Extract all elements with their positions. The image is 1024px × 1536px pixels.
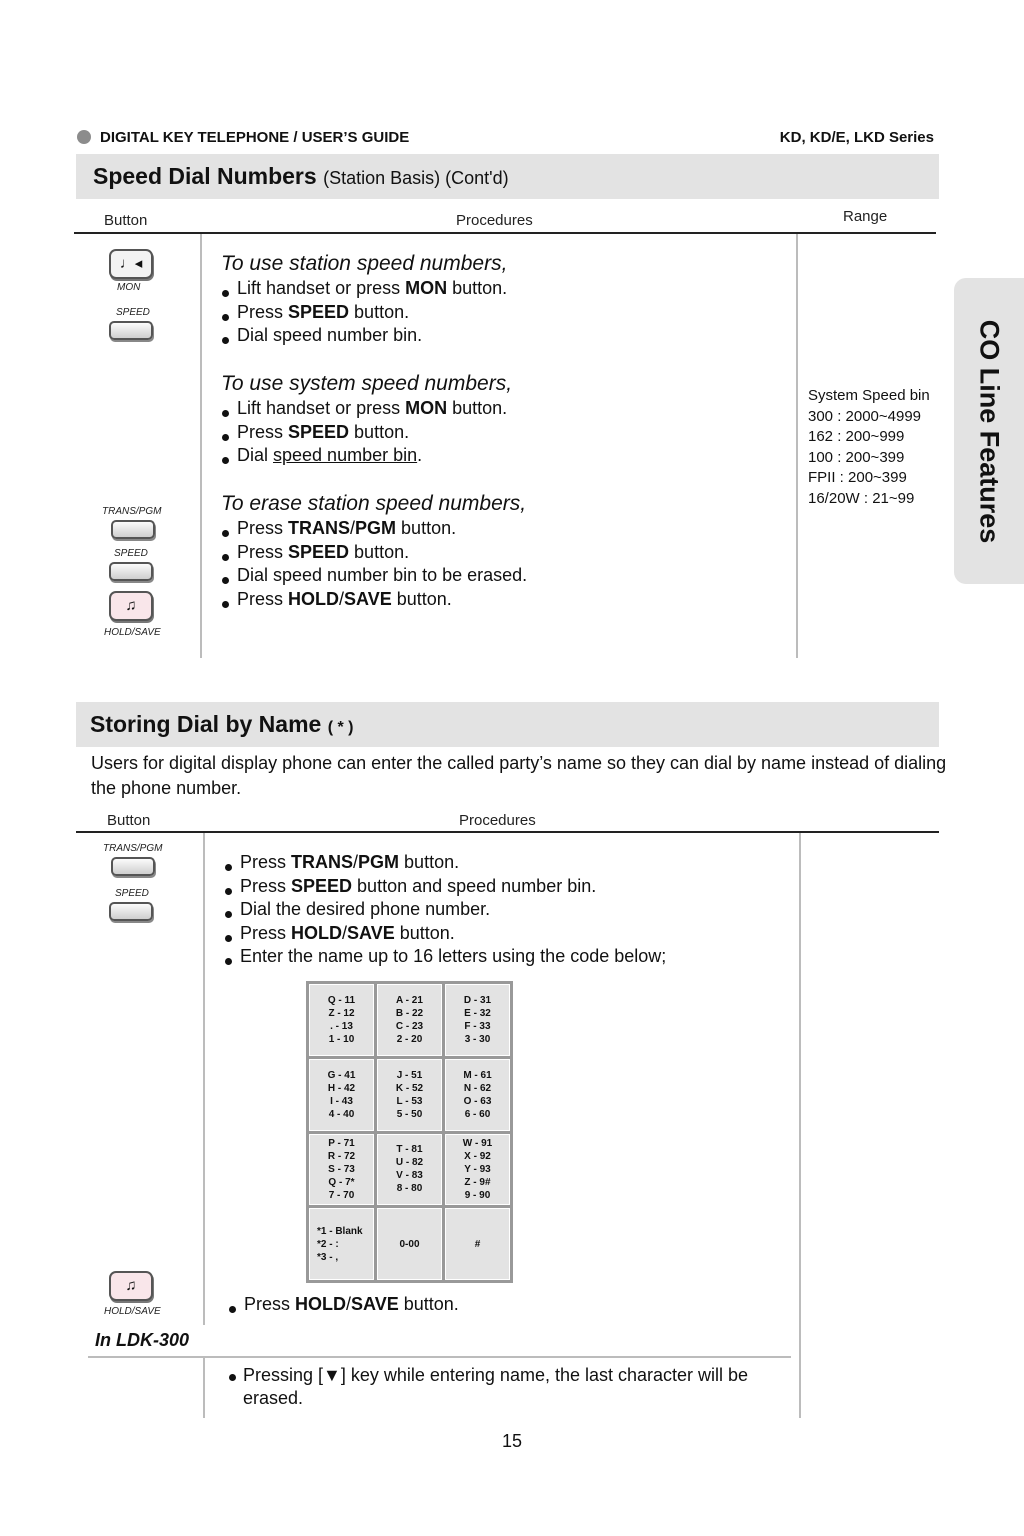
speed-button-icon	[109, 902, 153, 921]
list-item: Enter the name up to 16 letters using the code below;	[224, 945, 666, 969]
code-cell: A - 21 B - 22 C - 23 2 - 20	[377, 984, 442, 1056]
procedure-heading: To use station speed numbers,	[221, 252, 508, 275]
code-cell: D - 31 E - 32 F - 33 3 - 30	[445, 984, 510, 1056]
hold-save-button-icon: ♫	[109, 1271, 153, 1301]
procedure-list	[221, 277, 507, 348]
list-item: Dial speed number bin.	[221, 324, 507, 348]
page-number: 15	[501, 1431, 523, 1451]
list-item: Press HOLD/SAVE button.	[224, 922, 666, 946]
column-divider	[796, 234, 798, 658]
speed-label: SPEED	[116, 307, 150, 318]
range-values: System Speed bin 300 : 2000~4999 162 : 200~999 100 : 200~399 FPII : 200~399 16/20W : 21~99	[808, 387, 930, 507]
section-title: Speed Dial Numbers	[93, 163, 317, 189]
trans-pgm-label: TRANS/PGM	[103, 843, 163, 854]
code-cell: T - 81 U - 82 V - 83 8 - 80	[377, 1134, 442, 1206]
procedure-list	[224, 851, 666, 969]
procedure-list	[228, 1293, 459, 1317]
column-divider	[799, 833, 801, 1418]
column-divider	[200, 234, 202, 658]
list-item: Press SPEED button.	[221, 301, 507, 325]
speed-label: SPEED	[114, 548, 148, 559]
code-cell: P - 71 R - 72 S - 73 Q - 7* 7 - 70	[309, 1134, 374, 1206]
procedure-list	[221, 397, 507, 468]
procedure-heading: To use system speed numbers,	[221, 372, 513, 395]
section-speed-dial-header	[76, 154, 939, 199]
code-cell: #	[445, 1208, 510, 1280]
procedure-list	[221, 517, 527, 611]
code-cell: G - 41 H - 42 I - 43 4 - 40	[309, 1059, 374, 1131]
section-subtitle: (Station Basis) (Cont'd)	[323, 168, 509, 188]
hold-save-button-icon: ♫	[109, 591, 153, 621]
column-header-button: Button	[107, 812, 151, 829]
section-intro: Users for digital display phone can enter the called party’s name so they can dial by name instead of dialing the phone number.	[91, 753, 947, 798]
hold-save-label: HOLD/SAVE	[104, 1306, 161, 1317]
column-header-procedures: Procedures	[459, 812, 536, 829]
list-item: Lift handset or press MON button.	[221, 397, 507, 421]
list-item: Press SPEED button and speed number bin.	[224, 875, 666, 899]
mon-button-icon: ♩◂	[109, 249, 153, 279]
list-item: Lift handset or press MON button.	[221, 277, 507, 301]
column-header-button: Button	[104, 212, 148, 229]
hold-save-label: HOLD/SAVE	[104, 627, 161, 638]
list-item: Dial speed number bin.	[221, 444, 507, 468]
section-title: Storing Dial by Name	[90, 711, 322, 737]
code-cell: Q - 11 Z - 12 . - 13 1 - 10	[309, 984, 374, 1056]
letter-code-table	[306, 981, 513, 1283]
code-cell: M - 61 N - 62 O - 63 6 - 60	[445, 1059, 510, 1131]
trans-pgm-button-icon	[111, 520, 155, 539]
table-rule	[88, 1356, 791, 1358]
code-cell: W - 91 X - 92 Y - 93 Z - 9# 9 - 90	[445, 1134, 510, 1206]
ldk-label: In LDK-300	[95, 1330, 190, 1350]
list-item: Press SPEED button.	[221, 421, 507, 445]
list-item: Press TRANS/PGM button.	[221, 517, 527, 541]
guide-title: DIGITAL KEY TELEPHONE / USER’S GUIDE	[100, 129, 410, 146]
section-mark: ( * )	[327, 719, 354, 736]
trans-pgm-label: TRANS/PGM	[102, 506, 162, 517]
procedure-heading: To erase station speed numbers,	[221, 492, 527, 515]
column-header-procedures: Procedures	[456, 212, 533, 229]
code-cell: 0-00	[377, 1208, 442, 1280]
series-label: KD, KD/E, LKD Series	[779, 129, 934, 146]
ldk-note: Pressing [▼] key while entering name, the last character will be erased.	[229, 1364, 799, 1410]
speed-button-icon	[109, 562, 153, 581]
column-divider	[203, 1358, 205, 1418]
side-tab-label: CO Line Features	[974, 319, 1005, 543]
column-header-range: Range	[843, 208, 888, 225]
speed-label: SPEED	[115, 888, 149, 899]
list-item: Press TRANS/PGM button.	[224, 851, 666, 875]
table-rule	[74, 232, 936, 234]
mon-label: MON	[117, 282, 141, 293]
header-bullet-icon	[77, 130, 91, 144]
speed-button-icon	[109, 321, 153, 340]
table-rule	[76, 831, 939, 833]
list-item: Press SPEED button.	[221, 541, 527, 565]
trans-pgm-button-icon	[111, 857, 155, 876]
section-dial-by-name-header	[76, 702, 939, 747]
side-tab	[954, 278, 1024, 584]
code-cell: *1 - Blank *2 - : *3 - ,	[309, 1208, 374, 1280]
list-item: Dial speed number bin to be erased.	[221, 564, 527, 588]
list-item: Press HOLD/SAVE button.	[228, 1293, 459, 1317]
list-item: Dial the desired phone number.	[224, 898, 666, 922]
column-divider	[203, 833, 205, 1325]
code-cell: J - 51 K - 52 L - 53 5 - 50	[377, 1059, 442, 1131]
list-item: Press HOLD/SAVE button.	[221, 588, 527, 612]
